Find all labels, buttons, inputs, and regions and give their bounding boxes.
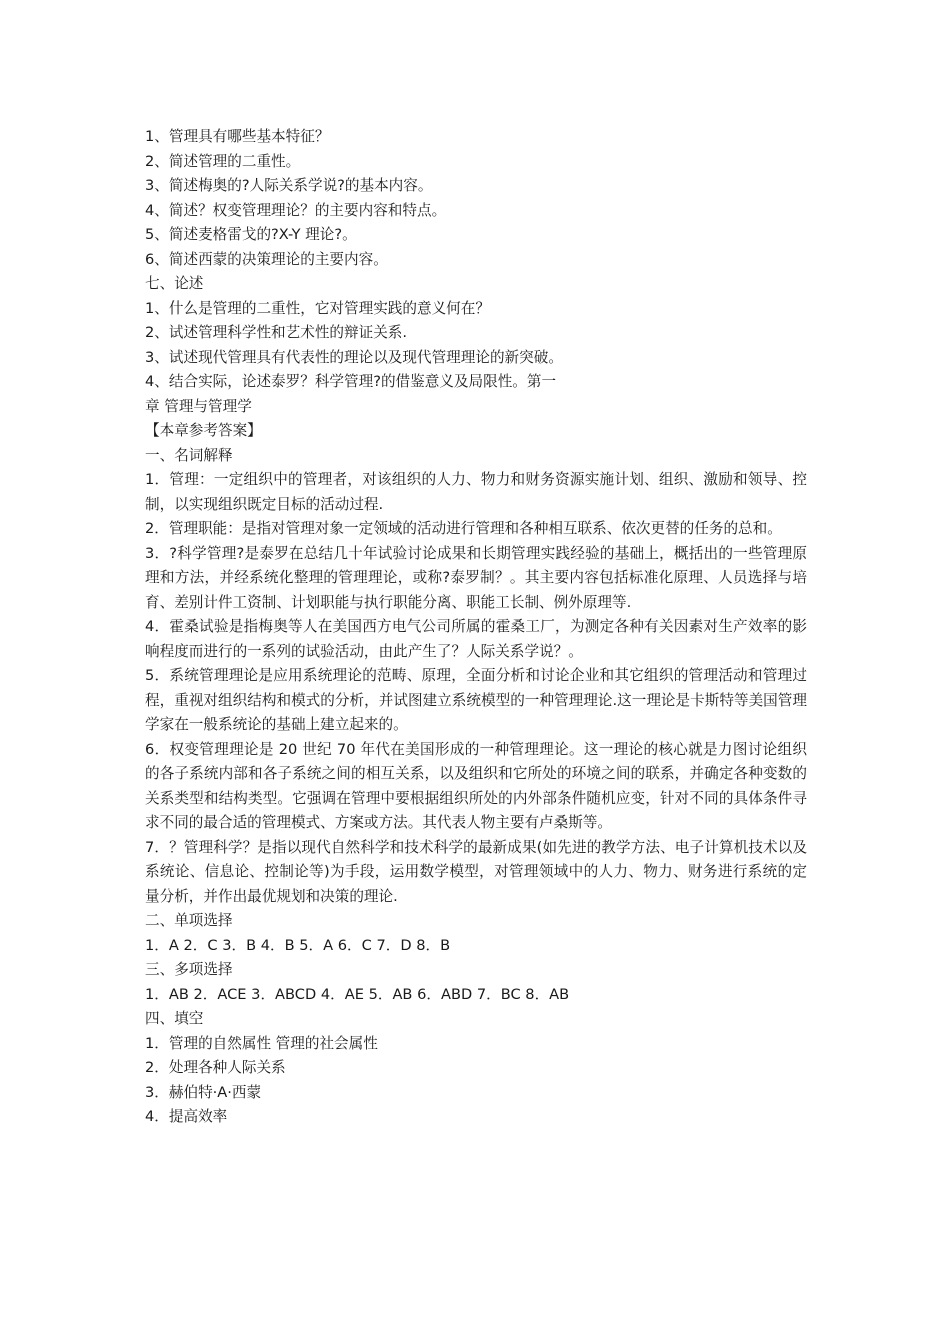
fill-in-answer-1: 1．管理的自然属性 管理的社会属性 [145,1034,378,1052]
section-heading-essay: 七、论述 [145,275,204,292]
section-heading-fill-in: 四、填空 [145,1010,204,1027]
question-4: 4、简述？权变管理理论？的主要内容和特点。 [145,201,447,219]
question-5: 5、简述麦格雷戈的?X-Y 理论?。 [145,226,357,243]
section-heading-single-choice: 二、单项选择 [145,912,233,929]
fill-in-answer-2: 2．处理各种人际关系 [145,1059,286,1076]
term-definition-3: 3．?科学管理?是泰罗在总结几十年试验讨论成果和长期管理实践经验的基础上，概括出的一些管理原理和方法，并经系统化整理的管理理论，或称?泰罗制？。其主要内容包括标准化原理、人员选择与培育、差别计件工资制、计划职能与执行职能分离、职能工长制、例外原理等. [145,544,807,611]
question-2: 2、简述管理的二重性。 [145,152,301,170]
fill-in-answer-3: 3．赫伯特·A·西蒙 [145,1083,262,1101]
term-definition-6: 6．权变管理理论是 20 世纪 70 年代在美国形成的一种管理理论。这一理论的核心就是力图讨论组织的各子系统内部和各子系统之间的相互关系，以及组织和它所处的环境之间的联系，并确定各种变数的关系类型和结构类型。它强调在管理中要根据组织所处的内外部条件随机应变，针对不同的具体条件寻求不同的最合适的管理模式、方案或方法。其代表人物主要有卢桑斯等。 [145,740,807,831]
section-heading-multiple-choice: 三、多项选择 [145,961,233,978]
answers-heading: 【本章参考答案】 [145,422,262,439]
question-1: 1、管理具有哪些基本特征？ [145,128,330,145]
multiple-choice-answers: 1．AB 2．ACE 3．ABCD 4．AE 5．AB 6．ABD 7．BC 8．AB [145,985,570,1003]
single-choice-answers: 1．A 2．C 3．B 4．B 5．A 6．C 7．D 8．B [145,936,451,954]
term-definition-1: 1．管理：一定组织中的管理者，对该组织的人力、物力和财务资源实施计划、组织、激励和领导、控制，以实现组织既定目标的活动过程. [145,471,807,513]
document-body [145,125,807,1130]
section-heading-terms: 一、名词解释 [145,446,233,464]
term-definition-5: 5．系统管理理论是应用系统理论的范畴、原理，全面分析和讨论企业和其它组织的管理活动和管理过程，重视对组织结构和模式的分析，并试图建立系统模型的一种管理理论.这一理论是卡斯特等美国管理学家在一般系统论的基础上建立起来的。 [145,667,807,733]
essay-question-1: 1、什么是管理的二重性，它对管理实践的意义何在？ [145,299,490,317]
essay-question-4: 4、结合实际，论述泰罗？科学管理?的借鉴意义及局限性。第一 [145,373,557,390]
term-definition-2: 2．管理职能：是指对管理对象一定领域的活动进行管理和各种相互联系、依次更替的任务的总和。 [145,520,782,537]
question-6: 6、简述西蒙的决策理论的主要内容。 [145,250,388,268]
chapter-title: 章 管理与管理学 [145,397,252,415]
fill-in-answer-4: 4．提高效率 [145,1108,228,1125]
question-3: 3、简述梅奥的?人际关系学说?的基本内容。 [145,177,433,194]
term-definition-7: 7．？管理科学？是指以现代自然科学和技术科学的最新成果(如先进的教学方法、电子计算机技术以及系统论、信息论、控制论等)为手段，运用数学模型，对管理领域中的人力、物力、财务进行系统的定量分析，并作出最优规划和决策的理论. [145,838,807,905]
essay-question-3: 3、试述现代管理具有代表性的理论以及现代管理理论的新突破。 [145,348,563,366]
term-definition-4: 4．霍桑试验是指梅奥等人在美国西方电气公司所属的霍桑工厂，为测定各种有关因素对生产效率的影响程度而进行的一系列的试验活动，由此产生了？人际关系学说？。 [145,618,807,660]
essay-question-2: 2、试述管理科学性和艺术性的辩证关系. [145,324,408,341]
